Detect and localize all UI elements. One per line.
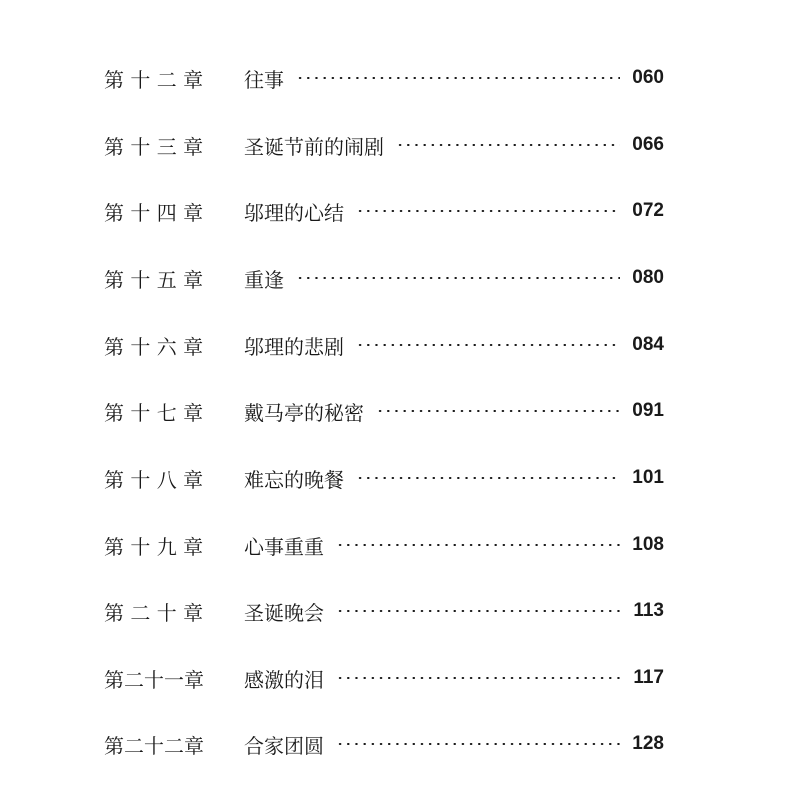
toc-entry[interactable] [104, 129, 664, 161]
chapter-number: 第 十 六 章 [104, 334, 204, 359]
chapter-number: 第 二 十 章 [104, 600, 204, 625]
toc-entry[interactable] [104, 728, 664, 760]
page-number: 066 [632, 134, 664, 155]
chapter-title[interactable]: 重逢 [244, 267, 284, 292]
toc-entry[interactable] [104, 329, 664, 361]
dot-leader [336, 544, 620, 546]
dot-leader [336, 610, 621, 612]
chapter-title[interactable]: 往事 [244, 67, 284, 92]
chapter-title[interactable]: 合家团圆 [244, 733, 324, 758]
page-number: 113 [633, 600, 664, 621]
chapter-number: 第 十 八 章 [104, 467, 204, 492]
dot-leader [336, 743, 620, 745]
toc-entry[interactable] [104, 595, 664, 627]
chapter-title[interactable]: 圣诞节前的闹剧 [244, 134, 384, 159]
page-number: 108 [632, 534, 664, 555]
page-number: 128 [632, 733, 664, 754]
chapter-number: 第 十 五 章 [104, 267, 204, 292]
page-number: 084 [632, 334, 664, 355]
chapter-number: 第二十二章 [104, 733, 204, 758]
toc-entry[interactable] [104, 662, 664, 694]
page-number: 117 [633, 667, 664, 688]
chapter-number: 第 十 二 章 [104, 67, 204, 92]
chapter-number: 第 十 七 章 [104, 400, 204, 425]
toc-entry[interactable] [104, 395, 664, 427]
page-number: 080 [632, 267, 664, 288]
dot-leader [296, 277, 620, 279]
chapter-title[interactable]: 难忘的晚餐 [244, 467, 344, 492]
chapter-title[interactable]: 邬理的悲剧 [244, 334, 344, 359]
page-number: 091 [632, 400, 664, 421]
chapter-number: 第 十 九 章 [104, 534, 204, 559]
toc-entry[interactable] [104, 462, 664, 494]
chapter-title[interactable]: 邬理的心结 [244, 200, 344, 225]
page-number: 101 [632, 467, 664, 488]
chapter-number: 第 十 四 章 [104, 200, 204, 225]
page-number: 060 [632, 67, 664, 88]
chapter-number: 第 十 三 章 [104, 134, 204, 159]
dot-leader [396, 144, 620, 146]
toc-entry[interactable] [104, 195, 664, 227]
dot-leader [296, 77, 620, 79]
chapter-title[interactable]: 心事重重 [244, 534, 324, 559]
toc-entry[interactable] [104, 62, 664, 94]
dot-leader [376, 410, 620, 412]
dot-leader [356, 344, 620, 346]
chapter-title[interactable]: 戴马亭的秘密 [244, 400, 364, 425]
toc-entry[interactable] [104, 262, 664, 294]
chapter-number: 第二十一章 [104, 667, 204, 692]
dot-leader [356, 210, 620, 212]
dot-leader [336, 677, 621, 679]
chapter-title[interactable]: 感激的泪 [244, 667, 324, 692]
dot-leader [356, 477, 620, 479]
toc-entry[interactable] [104, 529, 664, 561]
chapter-title[interactable]: 圣诞晚会 [244, 600, 324, 625]
page-number: 072 [632, 200, 664, 221]
